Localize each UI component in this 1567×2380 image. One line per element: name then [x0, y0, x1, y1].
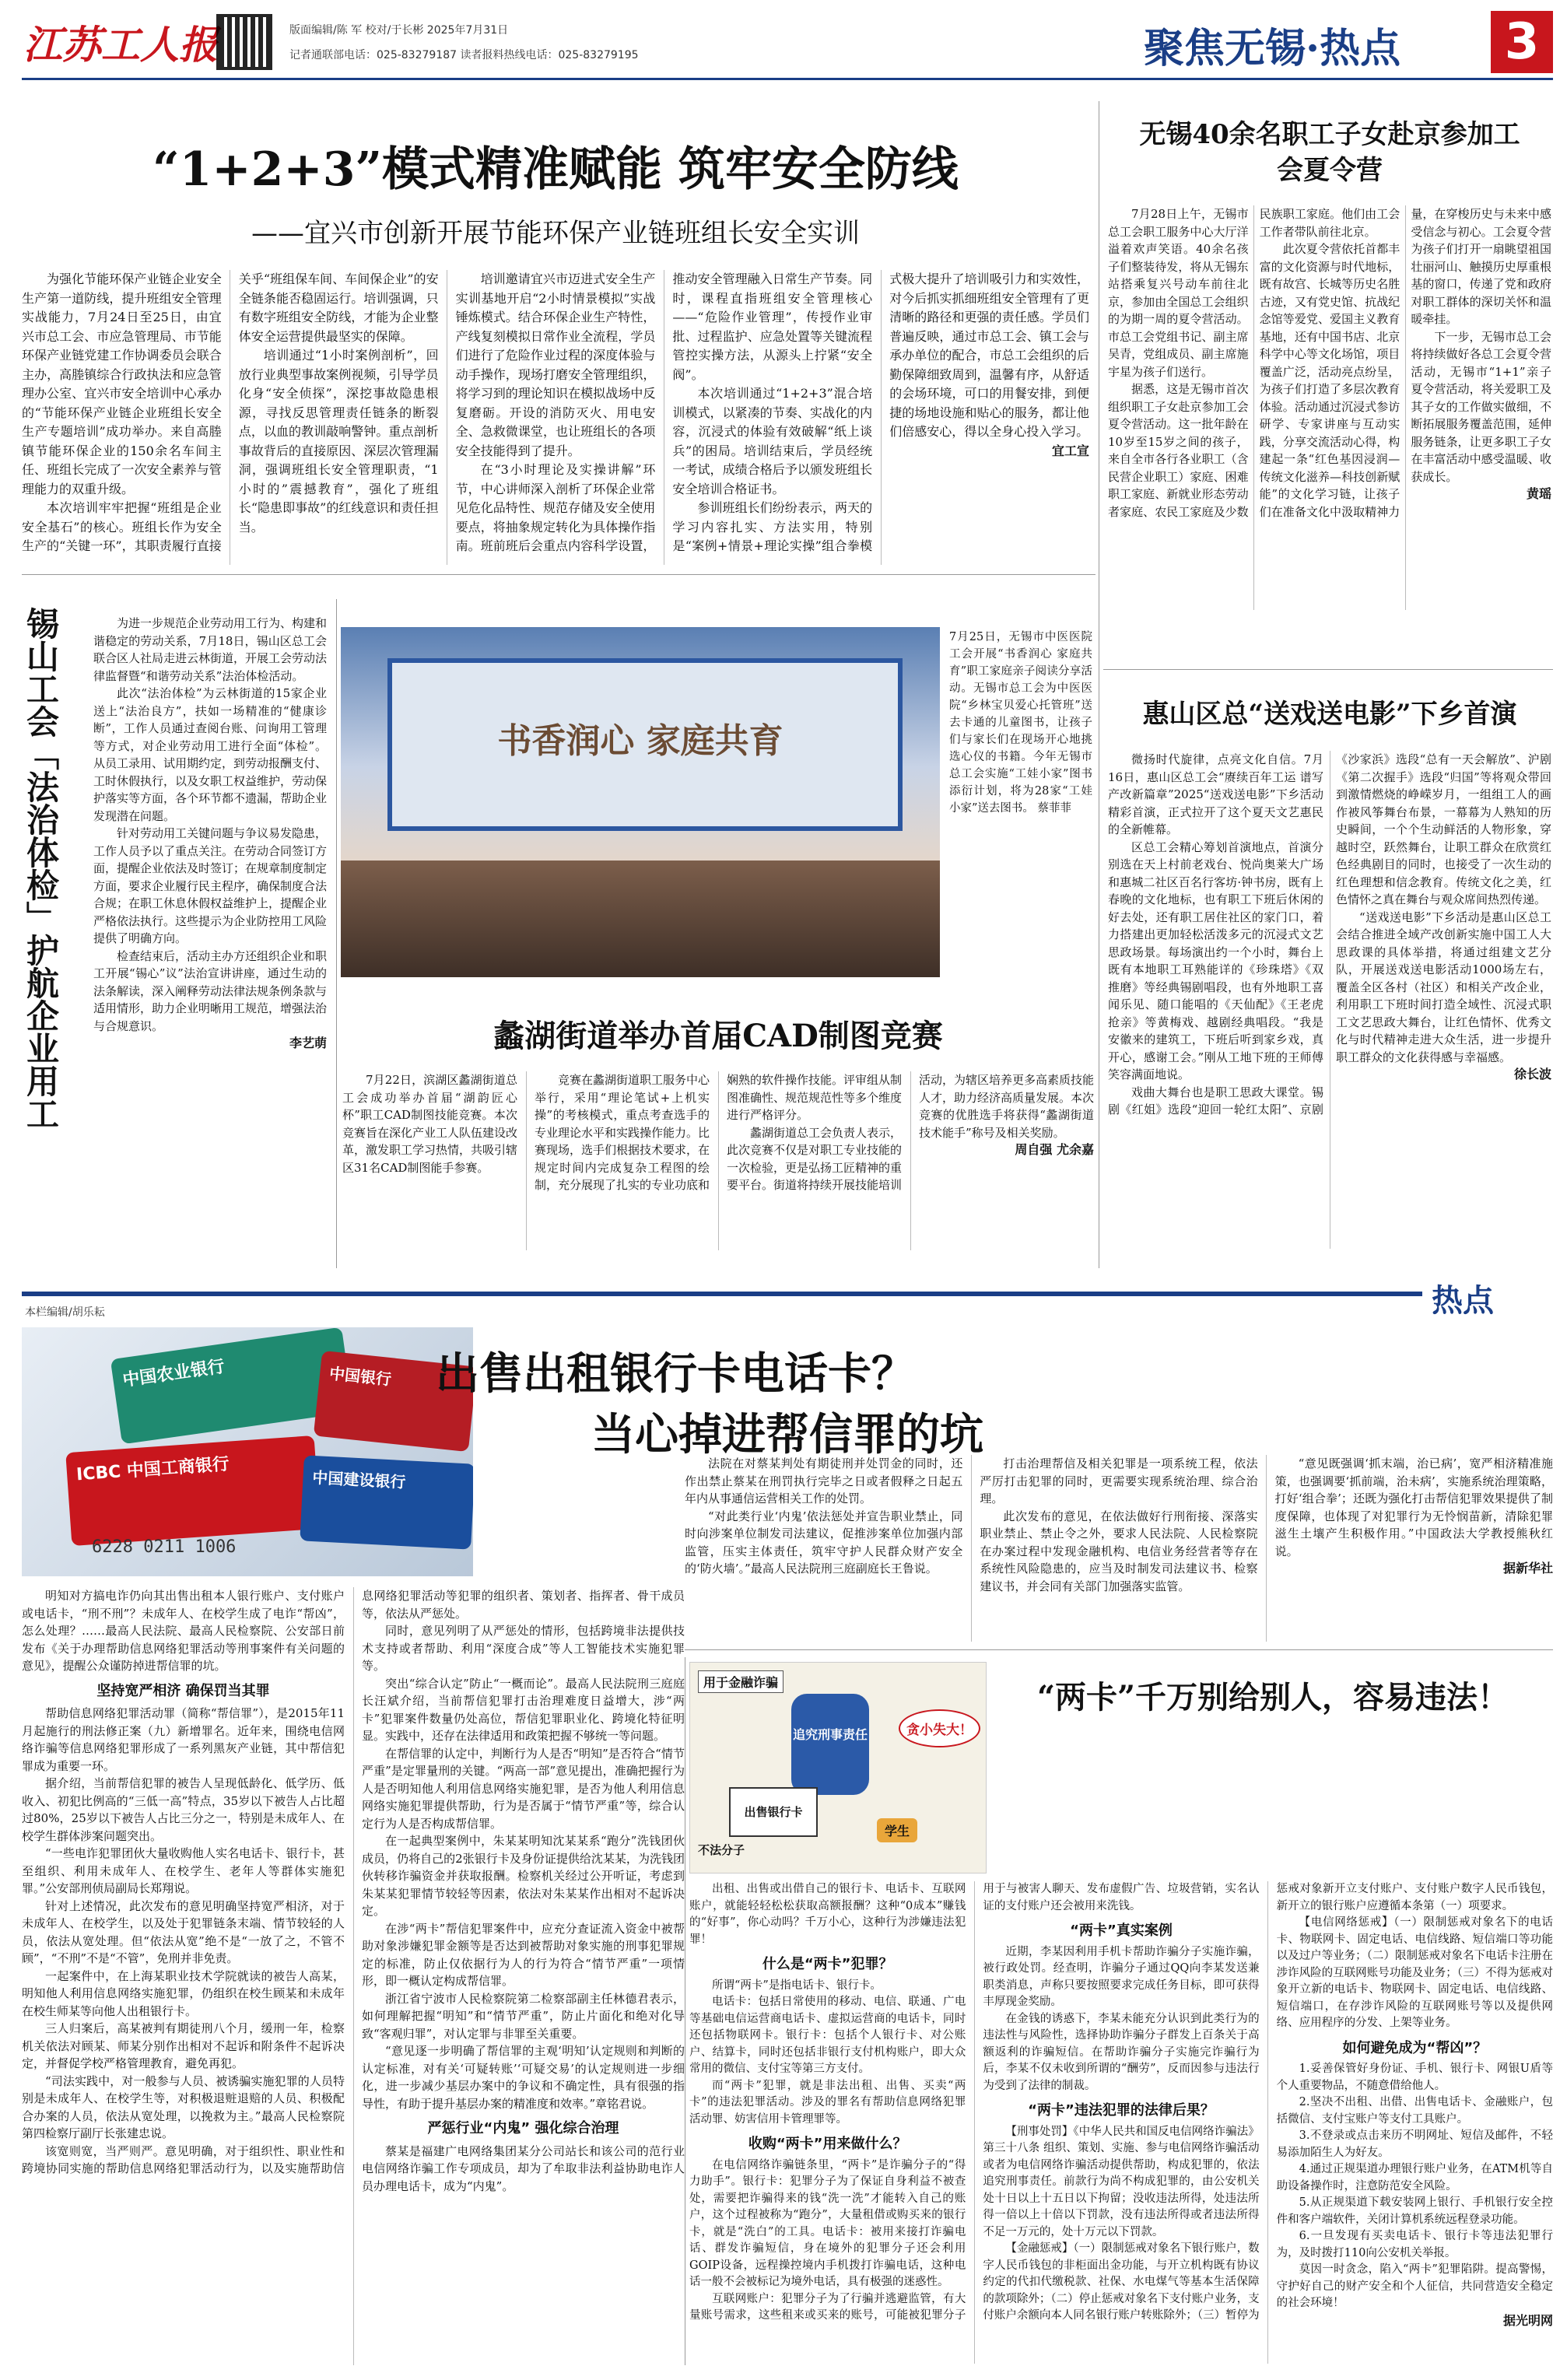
paragraph: 【刑事处罚】《中华人民共和国反电信网络诈骗法》第三十八条 组织、策划、实施、参与电信网络诈骗活动或者为电信网络诈骗活动提供帮助，构成犯罪的，依法追究刑事责任。前款行为尚不构成犯罪的，由公安机关处十日以上十五日以下拘留；没收违法所得，处违法所得一倍以上十倍以下罚款，没有违法所得或者违法所得不足一万元的，处十万元以下罚款。	[983, 2125, 1260, 2238]
divider	[1103, 669, 1553, 670]
paper-logo: 江苏工人报	[23, 22, 218, 68]
paragraph: 本次培训牢牢把握“班组是企业安全基石”的核心。班组长作为安全生产的“关键一环”，其职责履行直接关乎“班组保车间、车间保企业”的安全链条能否稳固运行。培训强调，只有数字班组安全防线，才能为企业整体安全运营提供最坚实的保障。	[22, 272, 439, 553]
paragraph: 培训通过“1小时案例剖析”，回放行业典型事故案例视频，引导学员化身“安全侦探”，深挖事故隐患根源，寻找反思管理责任链条的断裂点，以血的教训敲响警钟。重点剖析事故背后的直接原因、深层次管理漏洞，强调班组长安全管理职责，“1小时的”震撼教育”，强化了班组长“隐患即事故”的红线意识和责任担当。	[238, 348, 439, 535]
paragraph: 【电信网络惩戒】（一）限制惩戒对象名下的电话卡、物联网卡、固定电话、电信线路、短信端口等功能以及过户等业务；（二）限制惩戒对象名下电话卡注册在涉诈风险的互联网账号功能及业务；（三）不得为惩戒对象开立新的电话卡、物联网卡、固定电话、电信线路、短信端口，在存涉诈风险的互联网账号等以及提供网络、应用程序的分发、上架等业务。	[1276, 1916, 1553, 2029]
subhead: “两卡”真实案例	[1070, 1923, 1173, 1939]
card-number: 6228 0211 1006	[92, 1537, 237, 1557]
subhead: “两卡”违法犯罪的法律后果？	[1028, 2102, 1215, 2119]
subhead: 什么是“两卡”犯罪？	[762, 1956, 893, 1972]
card-ccb: 中国建设银行	[300, 1455, 473, 1549]
card-boc: 中国银行	[314, 1351, 473, 1452]
paragraph: 在金钱的诱惑下，李某未能充分认识到此类行为的违法性与风险性，选择协助诈骗分子群发上百条关于高额返利的诈骗短信。在帮助诈骗分子实施完诈骗行为后，李某不仅未收到所谓的“酬劳”，反而因参与违法行为受到了法律的制裁。	[983, 2012, 1260, 2092]
article-body	[342, 1071, 1094, 1250]
band-stripe	[22, 1292, 1422, 1296]
hot-band	[0, 1276, 1567, 1320]
cartoon-seller: 不法分子	[698, 1843, 745, 1857]
paragraph: 戏曲大舞台也是职工思政大课堂。锡剧《红姐》选段“迎回一轮红太阳”、京剧《沙家浜》选段“总有一天会解放”、沪剧《第二次握手》选段“归国”等将观众带回到激情燃烧的峥嵘岁月，一组组工人的画作被风筝舞台布景，一幕幕为人熟知的历史瞬间，一个个生动鲜活的人物形象，穿越时空，跃然舞台，让职工群众在欣赏红色经典剧目的同时，也接受了一次生动的红色理想和信念教育。传统文化之美，红色情怀之真在舞台与观众席间热烈传递。	[1108, 752, 1551, 1116]
headline: 锡山工会「法治体检」护航企业用工	[22, 607, 60, 1130]
paragraph: 打击治理帮信及相关犯罪是一项系统工程，依法严厉打击犯罪的同时，更需要实现系统治理、综合治理。	[980, 1456, 1258, 1505]
cartoon-sign: 用于金融诈骗	[698, 1670, 784, 1693]
paragraph: 据悉，这是无锡市首次组织职工子女赴京参加工会夏令营活动。这一批年龄在10岁至15岁之间的孩子，来自全市各行各业职工（含民营企业职工）家庭、困难职工家庭、新就业形态劳动者家庭、农民工家庭及少数民族职工家庭。他们由工会工作者带队前往北京。	[1108, 207, 1400, 519]
paragraph: 互联网账户：犯罪分子为了行骗并逃避监管，有大量账号需求，这些租来或买来的账号，可能被犯罪分子用于与被害人聊天、发布虚假广告、垃圾营销，实名认证的支付账户还会被用来洗钱。	[689, 1883, 1260, 2322]
subhead: 如何避免成为“帮凶”？	[1342, 2039, 1488, 2056]
paragraph: 检查结束后，活动主办方还组织企业和职工开展“锡心”议”法治宣讲讲座，通过生动的法条解读，深入阐释劳动法律法规条例条款与适用情形，助力企业明晰用工规范，增强法治与合规意识。	[93, 948, 328, 1033]
paragraph: 微扬时代旋律，点亮文化自信。7月16日，惠山区总工会“赓续百年工运 谱写产改新篇章”2025“送戏送电影”下乡活动精彩首演，正式拉开了这个夏天文艺惠民的全新帷幕。	[1108, 752, 1323, 836]
paragraph: 4.通过正规渠道办理银行账户业务，在ATM机等自助设备操作时，注意防范安全风险。	[1276, 2163, 1553, 2192]
paragraph: “司法实践中，对一般参与人员、被诱骗实施犯罪的人员特别是未成年人、在校学生等，对积极退赃退赔的人员、积极配合办案的人员，依法从宽处理，以挽救为主。”最高人民检察院第四检察厅副厅长张建忠说。	[22, 2073, 345, 2140]
paragraph: 蠡湖街道总工会负责人表示，此次竞赛不仅是对职工专业技能的一次检验，更是弘扬工匠精神的重要平台。街道将持续开展技能培训活动，为辖区培养更多高素质技能人才，助力经济高质量发展。本次竞赛的优胜选手将获得“蠡湖街道技术能手”称号及相关奖励。	[727, 1073, 1094, 1192]
article-body	[93, 615, 327, 1053]
subheadline: ——宜兴市创新开展节能环保产业链班组长安全实训	[251, 218, 860, 249]
paragraph: 7月28日上午，无锡市总工会职工服务中心大厅洋溢着欢声笑语。40余名孩子们整装待发，将从无锡东站搭乘复兴号动车前往北京，参加由全国总工会组织的为期一周的夏令营活动。市总工会党组书记、副主席吴青，党组成员、副主席施宇星为孩子们送行。	[1108, 207, 1249, 379]
fraud-col-b	[685, 1455, 1553, 1642]
paragraph: 而“两卡”犯罪，就是非法出租、出售、买卖“两卡”的违法犯罪活动。涉及的罪名有帮助信息网络犯罪活动罪、妨害信用卡管理罪等。	[689, 2079, 966, 2126]
paragraph: 蔡某是福建广电网络集团某分公司站长和该公司的范行业电信网络诈骗工作专项成员，却为了牟取非法利益协助电诈人员办理电话卡，成为“内鬼”。	[362, 2143, 685, 2193]
paragraph: 竞赛在蠡湖街道职工服务中心举行，采用“理论笔试+上机实操”的考核模式，重点考查选手的专业理论水平和实践操作能力。比赛现场，选手们根据技术要求，在规定时间内完成复杂工程图的绘制，充分展现了扎实的专业功底和娴熟的软件操作技能。评审组从制图准确性、规范规范性等多个维度进行严格评分。	[535, 1073, 903, 1192]
cartoon-police: 追究刑事责任	[791, 1694, 869, 1795]
paragraph: 法院在对蔡某判处有期徒刑并处罚金的同时，还作出禁止蔡某在刑罚执行完毕之日或者假释之日起五年内从事通信运营相关工作的处罚。	[685, 1456, 963, 1505]
paragraph: 明知对方搞电诈仍向其出售出租本人银行账户、支付账户或电话卡，“刑不刑”？未成年人、在校学生成了电诈“帮凶”，怎么处理？……最高人民法院、最高人民检察院、公安部日前发布《关于办理帮助信息网络犯罪活动等刑事案件有关问题的意见》，提醒公众谨防掉进帮信罪的坑。	[22, 1589, 345, 1673]
paragraph: 针对劳动用工关键问题与争议易发隐患，工作人员予以了重点关注。在劳动合同签订方面，提醒企业依法及时签订；在规章制度制定方面，要求企业履行民主程序，确保制度合法合规；在职工休息休假权益维护上，提醒企业严格依法执行。这些提示为企业防控用工风险提供了明确方向。	[93, 826, 328, 945]
byline: 李艺萌	[289, 1036, 327, 1050]
paragraph: 此次“法治体检”为云林街道的15家企业送上“法治良方”，扶如一场精准的“健康诊断”，工作人员通过查阅台账、问询用工管理等方式，对企业劳动用工进行全面“体检”。从员工录用、试用期约定，到劳动报酬支付、工时休假执行，以及女职工权益维护，劳动保护落实等方面，各个环节都不遗漏，帮助企业发现潜在问题。	[93, 686, 328, 823]
paragraph: 下一步，无锡市总工会将持续做好各总工会夏令营活动，无锡市“1+1”亲子夏令营活动，将关爱职工及其子女的工作做实做细，不断拓展服务覆盖范围，延伸服务链条，让更多职工子女在丰富活动中感受温暖、收获成长。	[1411, 329, 1551, 484]
paragraph: 本次培训通过“1+2+3”混合培训模式，以紧凑的节奏、实战化的内容，沉浸式的体验有效破解“纸上谈兵”的困局。培训结束后，学员经统一考试，成绩合格后予以颁发班组长安全培训合格证书。	[672, 386, 873, 496]
byline: 宜工宣	[1051, 443, 1089, 458]
article-body	[1108, 205, 1551, 610]
paragraph: 在涉“两卡”帮信犯罪案件中，应充分查证流入资金中被帮助对象涉嫌犯罪金额等是否达到被帮助对象实施的刑事犯罪规定的标准，防止仅依据行为人的行为符合“情节严重”一项情形，即一概认定构成帮信罪。	[362, 1921, 685, 1988]
cartoon-student: 学生	[877, 1818, 917, 1842]
article-two-cards	[689, 1881, 1553, 2364]
section-title: 聚焦无锡·热点	[1144, 25, 1401, 72]
cartoon-card: 出售银行卡	[729, 1787, 818, 1837]
paragraph: 在电信网络诈骗链条里，“两卡”是诈骗分子的“得力助手”。银行卡：犯罪分子为了保证自身利益不被查处，需要把诈骗得来的钱“洗一洗”才能转入自己的账户，这个过程被称为“跑分”，大量租借或购买来的银行卡，就是“洗白”的工具。电话卡：被用来接打诈骗电话、群发诈骗短信，身在境外的犯罪分子还会利用GOIP设备，远程操控境内手机拨打诈骗电话，这种电话一般不会被标记为境外电话，具有极强的迷惑性。	[689, 2158, 966, 2288]
byline: 徐长波	[1513, 1067, 1551, 1081]
byline: 周自强 尤余嘉	[1015, 1142, 1094, 1157]
paragraph: 此次夏令营依托首都丰富的文化资源与时代地标，既有故宫、长城等历史名胜古迹，又有党史馆、抗战纪念馆等爱党、爱国主义教育基地，还有中国书店、北京科学中心等文化场馆，项目覆盖广泛，活动亮点纷呈，为孩子们打造了多层次教育体验。活动通过沉浸式参访研学、专家讲座与互动实践，分享交流活动心得，构建起一条“红色基因浸润—传统文化滋养—科技创新赋能”的文化学习链，让孩子们在准备文化中汲取精神力量，在穿梭历史与未来中感受信念与初心。工会夏令营为孩子们打开一扇眺望祖国壮丽河山、触摸历史厚重根基的窗口，传递了党和政府对职工群体的深切关怀和温暖牵挂。	[1259, 207, 1551, 519]
paragraph: 在“3小时理论及实操讲解”环节，中心讲师深入剖析了环保企业常见危化品特性、规范存储及安全使用要点，将抽象规定转化为具体操作指南。班前班后会重点内容科学设置，推动安全管理融入日常生产节奏。同时，课程直指班组安全管理核心——“危险作业管理”，传授作业审批、过程监护、应急处置等关键流程管控实操方法，从源头上拧紧“安全阀”。	[455, 272, 873, 553]
paragraph: 6.一旦发现有买卖电话卡、银行卡等违法犯罪行为，及时拨打110向公安机关举报。	[1276, 2230, 1553, 2259]
column-editor: 本栏编辑/胡乐耘	[25, 1306, 105, 1319]
subhead: 严惩行业“内鬼” 强化综合治理	[427, 2120, 619, 2136]
byline: 黄瑶	[1526, 486, 1551, 501]
paragraph: 同时，意见列明了从严惩处的情形，包括跨境非法提供技术支持或者帮助、利用“深度合成”等人工智能技术实施犯罪等。	[362, 1624, 685, 1673]
masthead-rule	[22, 78, 1553, 80]
cartoon-shout: 贪小失大！	[899, 1709, 980, 1747]
paragraph: 1.妥善保管好身份证、手机、银行卡、网银U盾等个人重要物品，不随意借给他人。	[1276, 2063, 1553, 2092]
paragraph: “一些电诈犯罪团伙大量收购他人实名电话卡、银行卡，甚至组织、利用未成年人、在校学生、老年人等群体实施犯罪。”公安部刑侦局副局长郑翔说。	[22, 1846, 345, 1895]
paragraph: 为强化节能环保产业链企业安全生产第一道防线，提升班组安全管理实战能力，7月24日至25日，由宜兴市总工会、市应急管理局、市节能环保产业链党建工作协调委员会联合主办，高塍镇综合行政执法和应急管理办公室、宜兴市安全培训中心承办的“节能环保产业链企业班组长安全生产专题培训”成功举办。来自高塍镇节能环保企业的150余名车间主任、班组长完成了一次安全素养与管理能力的双重升级。	[22, 272, 222, 496]
headline: 无锡40余名职工子女赴京参加工会夏令营	[1139, 119, 1520, 186]
paragraph: 突出“综合认定”防止“一概而论”。最高人民法院刑三庭庭长汪斌介绍，当前帮信犯罪打击治理难度日益增大，涉“两卡”犯罪案件数量仍处高位，帮信犯罪职业化、跨境化特征明显。实践中，还存在法律适用和政策把握不够统一等问题。	[362, 1676, 685, 1743]
paragraph: 据介绍，当前帮信犯罪的被告人呈现低龄化、低学历、低收入、初犯比例高的“三低一高”特点，35岁以下被告人占比超过80%，25岁以下被告人占比三分之一，特别是未成年人、在校学生群体涉案问题突出。	[22, 1776, 345, 1843]
subhead: 收购“两卡”用来做什么？	[748, 2136, 907, 2152]
divider	[22, 574, 1095, 575]
article-cad-contest	[342, 1011, 1094, 1260]
paragraph: 2.坚决不出租、出借、出售电话卡、金融账户，包括微信、支付宝账户等支付工具账户。	[1276, 2096, 1553, 2126]
edition-info: 版面编辑/陈 军 校对/于长彬 2025年7月31日	[289, 24, 509, 37]
headline: 蠡湖街道举办首届CAD制图竞赛	[493, 1018, 943, 1054]
paragraph: 所谓“两卡”是指电话卡、银行卡。	[712, 1979, 882, 1992]
article-summer-camp	[1108, 117, 1551, 661]
article-safety-training	[22, 101, 1089, 565]
headline: 惠山区总“送戏送电影”下乡首演	[1142, 699, 1517, 730]
paragraph: “对此类行业‘内鬼’依法惩处并宣告职业禁止，同时向涉案单位制发司法建议，促推涉案单位加强内部监管，压实主体责任，筑牢守护人民群众财产安全的‘防火墙’。”最高人民法院刑三庭副庭长王鲁说。	[685, 1509, 963, 1576]
byline: 据新华社	[1502, 1561, 1553, 1576]
paragraph: 出租、出售或出借自己的银行卡、电话卡、互联网账户，就能轻轻松松获取高额报酬？这种“0成本”赚钱的“好事”，你心动吗？千万小心，这种行为涉嫌违法犯罪！	[689, 1883, 966, 1946]
headline-line1: 出售出租银行卡电话卡？	[436, 1348, 915, 1400]
fraud-cartoon	[689, 1662, 987, 1874]
reading-event-photo	[341, 627, 940, 977]
hot-label: 热点	[1432, 1282, 1494, 1319]
paragraph: 浙江省宁波市人民检察院第二检察部副主任林德君表示，如何理解把握“明知”和“情节严重”，防止片面化和绝对化导致“客观归罪”，对认定罪与非罪至关重要。	[362, 1991, 685, 2041]
paragraph: 莫因一时贪念，陷入“两卡”犯罪陷阱。提高警惕，守护好自己的财产安全和个人征信，共同营造安全稳定的社会环境！	[1276, 2263, 1553, 2309]
paragraph: 5.从正规渠道下载安装网上银行、手机银行安全控件和客户端软件，关闭计算机系统远程登录功能。	[1276, 2196, 1553, 2226]
contact-info: 记者通联部电话：025-83279187 读者报料热线电话：025-83279195	[289, 49, 639, 61]
paragraph: 电话卡：包括日常使用的移动、电信、联通、广电等基础电信运营商电话卡、虚拟运营商的电话卡，同时还包括物联网卡。银行卡：包括个人银行卡、对公账户、结算卡，同时还包括非银行支付机构账户，即大众常用的微信、支付宝等第三方支付。	[689, 1996, 966, 2075]
article-opera-tour	[1108, 692, 1551, 1268]
divider	[336, 599, 337, 1268]
paragraph: 3.不登录或点击来历不明网址、短信及邮件，不轻易添加陌生人为好友。	[1276, 2129, 1553, 2159]
headline-line2: 当心掉进帮信罪的坑	[591, 1409, 983, 1460]
paragraph: 区总工会精心筹划首演地点，首演分别选在天上村前老戏台、悦尚奥莱大广场和惠城二社区百名行客坊·钟书房，既有上春晚的文化地标，也有职工下班后休闲的好去处，还有职工居住社区的家门口，着力搭建出更加轻松活泼多元的沉浸式文艺思政场景。每场演出约一个小时，舞台上既有本地职工耳熟能详的《珍珠塔》《双推磨》等经典锡剧唱段，也有外地职工喜闻乐见、随口能唱的《天仙配》《王老虎抢亲》等黄梅戏、越剧经典唱段。“我是安徽来的建筑工，下班后听到家乡戏，真开心，感谢工会。”刚从工地下班的王师傅笑容满面地说。	[1108, 839, 1323, 1081]
qr-code-icon	[219, 17, 269, 67]
photo-banner: 书香润心 家庭共育	[497, 721, 784, 761]
paragraph: 该宽则宽，当严则严。意见明确，对于组织性、职业性和跨境协同实施的帮助信息网络犯罪活动行为，以及实施帮助信息网络犯罪活动等犯罪的组织者、策划者、指挥者、骨干成员等，依法从严惩处。	[22, 1589, 685, 2175]
article-legal-checkup	[22, 607, 333, 1260]
paragraph: 培训邀请宜兴市迈进式安全生产实训基地开启“2小时情景模拟”实战锤炼模式。结合环保企业生产特性，产线复刻模拟日常作业全流程，学员们进行了危险作业过程的深度体验与动手操作，现场打磨安全管理组织，将学习到的理论知识在模拟战场中反复磨砺。开设的消防灭火、用电安全、急救微课堂，也让班组长的各项安全技能得到了提升。	[455, 272, 656, 458]
paragraph: 帮助信息网络犯罪活动罪（简称“帮信罪”），是2015年11月起施行的刑法修正案（九）新增罪名。近年来，围绕电信网络诈骗等信息网络犯罪形成了一系列黑灰产业链，其中帮信犯罪成为重要一环。	[22, 1706, 345, 1773]
fraud-col-a	[22, 1587, 685, 2365]
paragraph: 在帮信罪的认定中，判断行为人是否“明知”是否符合“情节严重”是定罪量刑的关键。“两高一部”意见提出，准确把握行为人是否明知他人利用信息网络实施犯罪，是否为他人利用信息网络实施犯罪提供帮助，行为是否属于“情节严重”等，综合认定行为人是否构成帮信罪。	[362, 1746, 685, 1831]
paragraph: “意见既强调‘抓末端，治已病’，宽严相济精准施策，也强调要‘抓前端，治未病’，实施系统治理策略，打好‘组合拳’；还既为强化打击帮信犯罪效果提供了制度保障，也体现了对犯罪行为无怜悯苗新，清除犯罪滋生土壤产生积极作用。”中国政法大学教授熊秋红说。	[1274, 1456, 1553, 1558]
photo-caption: 7月25日，无锡市中医医院工会开展“书香润心 家庭共育”职工家庭亲子阅读分享活动。无锡市总工会为中医医院“乡林宝贝爱心托管班”送去卡通的儿童图书，让孩子们与家长们在现场开心地挑选心仪的书籍。今年无锡市总工会实施“工娃小家”图书添衍计划，将为28家“工娃小家”送去图书。 蔡菲菲	[949, 631, 1092, 815]
paragraph: 三人归案后，高某被判有期徒刑八个月，缓刑一年，检察机关依法对顾某、师某分别作出相对不起诉和附条件不起诉决定，并督促学校严格管理教育，避免再犯。	[22, 2021, 345, 2070]
subhead: 坚持宽严相济 确保罚当其罪	[96, 1682, 270, 1699]
paragraph: 近期，李某因利用手机卡帮助诈骗分子实施诈骗，被行政处罚。经查明，诈骗分子通过QQ向李某发送兼职类消息，声称只要按照要求完成任务目标，即可获得丰厚现金奖励。	[983, 1945, 1260, 2008]
card-abc: 中国农业银行	[110, 1327, 353, 1444]
byline: 据光明网	[1502, 2312, 1553, 2328]
article-body	[22, 270, 1089, 565]
paragraph: 此次发布的意见，在依法做好行刑衔接、深落实职业禁止、禁止令之外，要求人民法院、人民检察院在办案过程中发现金融机构、电信业务经营者等存在系统性风险隐患的，应当及时制发司法建议书、检察建议书，并会同有关部门加强落实监管。	[980, 1509, 1258, 1593]
paragraph: “意见逐一步明确了帮信罪的主观‘明知’认定规则和判断的认定标准，对有关‘可疑转账’‘可疑交易’的认定规则进一步细化，进一步减少基层办案中的争议和不确定性，具有很强的指导性，有助于提升基层办案的精准度和效率。”章铭君说。	[362, 2044, 685, 2111]
paragraph: 7月22日，滨湖区蠡湖街道总工会成功举办首届“湖韵匠心杯”职工CAD制图技能竞赛。本次竞赛旨在深化产业工人队伍建设改革，激发职工学习热情，共吸引辖区31名CAD制图能手参赛。	[342, 1073, 518, 1175]
paragraph: 在一起典型案例中，朱某某明知沈某某系“跑分”洗钱团伙成员，仍将自己的2张银行卡及身份证提供给沈某某，为洗钱团伙转移诈骗资金并获取报酬。检察机关经过公开听证，考虑到朱某某犯罪情节较轻等因素，依法对朱某某作出相对不起诉决定。	[362, 1834, 685, 1918]
paragraph: 针对上述情况，此次发布的意见明确坚持宽严相济，对于未成年人、在校学生，以及处于犯罪链条末端、情节较轻的人员，依法从宽处理。但“依法从宽”绝不是“一放了之，不管不顾”，“不刑”不是“不管”，免刑并非免责。	[22, 1898, 345, 1965]
card-icbc: ICBC 中国工商银行	[65, 1435, 321, 1546]
masthead	[0, 0, 1567, 84]
paragraph: 【金融惩戒】（一）限制惩戒对象名下银行账户，数字人民币钱包的非柜面出金功能，与开立机构既有协议约定的代扣代缴税款、社保、水电煤气等基本生活保障的款项除外；（二）停止惩戒对象名下支付账户业务，支付账户余额向本人同名银行账户转账除外；（三）暂停为惩戒对象新开立支付账户、支付账户数字人民币钱包，新开立的银行账户应遵循本条第（一）项要求。	[983, 1883, 1553, 2322]
article-body	[1108, 751, 1551, 1249]
audience	[341, 861, 940, 977]
paragraph: 为进一步规范企业劳动用工行为、构建和谐稳定的劳动关系，7月18日，锡山区总工会联合区人社局走进云林街道，开展工会劳动法律监督暨“和谐劳动关系”法治体检活动。	[93, 616, 328, 683]
divider	[685, 1649, 1553, 1650]
paragraph: 参训班组长们纷纷表示，两天的学习内容扎实、方法实用，特别是“案例+情景+理论实操”组合拳模式极大提升了培训吸引力和实效性，对今后抓实抓细班组安全管理有了更清晰的路径和更强的责任感。学员们普遍反映，通过市总工会、镇工会与承办单位的配合，市总工会组织的后勤保障细致周到，温馨有序，从舒适的会场环境，可口的用餐安排，到便捷的场地设施和贴心的服务，都让他们倍感安心，得以全身心投入学习。	[672, 272, 1089, 553]
headline: “两卡”千万别给别人，容易违法！	[1036, 1679, 1509, 1716]
paragraph: 一起案件中，在上海某职业技术学院就读的被告人高某，明知他人利用信息网络实施犯罪，仍组织在校生顾某和未成年在校生师某等向他人出租银行卡。	[22, 1968, 345, 2018]
headline: “1+2+3”模式精准赋能 筑牢安全防线	[152, 142, 959, 197]
paragraph: “送戏送电影”下乡活动是惠山区总工会结合推进全域产改创新实施中国工人大思政课的具体举措，将通过组建文艺分队，开展送戏送电影活动1000场左右，覆盖全区各村（社区）和相关产改企业，利用职工下班时间打造全域性、沉浸式职工文艺思政大舞台，让红色情怀、优秀文化与时代精神走进大众生活，进一步提升职工群众的文化获得感与幸福感。	[1336, 910, 1551, 1064]
page-number: 3	[1491, 11, 1553, 73]
